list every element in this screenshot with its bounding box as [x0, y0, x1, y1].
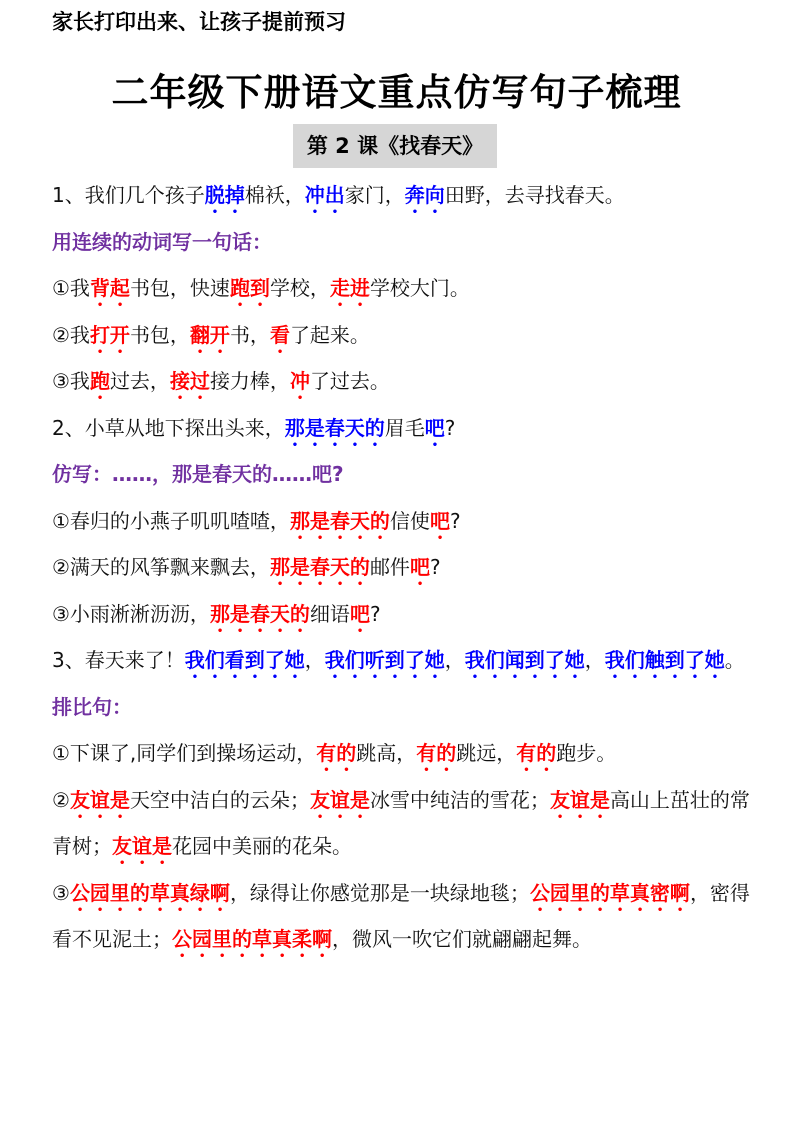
s3-tip: 排比句： — [52, 694, 132, 719]
s1-example-1: ①我背起书包，快速跑到学校，走进学校大门。 — [52, 276, 470, 300]
s2-example-1: ①春归的小燕子叽叽喳喳，那是春天的信使吧? — [52, 508, 461, 533]
s2-tip: 仿写：……，那是春天的……吧? — [52, 462, 344, 486]
s2-example-2: ②满天的风筝飘来飘去，那是春天的邮件吧? — [52, 555, 441, 579]
s1-question: 1、我们几个孩子脱掉棉袄，冲出家门，奔向田野，去寻找春天。 — [52, 183, 625, 207]
s3-example-1: ①下课了,同学们到操场运动，有的跳高，有的跳远，有的跑步。 — [52, 741, 617, 765]
s3-example-3: ③公园里的草真绿啊，绿得让你感觉那是一块绿地毯；公园里的草真密啊，密得看不见泥土；公园里的草真柔啊，微风一吹它们就翩翩起舞。 — [52, 880, 750, 951]
s3-example-2: ②友谊是天空中洁白的云朵；友谊是冰雪中纯洁的雪花；友谊是高山上茁壮的常青树；友谊是花园中美丽的花朵。 — [52, 787, 750, 858]
s2-example-3: ③小雨淅淅沥沥，那是春天的细语吧? — [52, 601, 381, 626]
top-note: 家长打印出来、让孩子提前预习 — [52, 10, 346, 34]
s2-question: 2、小草从地下探出头来，那是春天的眉毛吧? — [52, 415, 456, 440]
s1-example-2: ②我打开书包，翻开书，看了起来。 — [52, 322, 370, 347]
lesson-label: 第 2 课《找春天》 — [293, 124, 497, 168]
s3-question: 3、春天来了！我们看到了她，我们听到了她，我们闻到了她，我们触到了她。 — [52, 648, 745, 672]
s1-example-3: ③我跑过去，接过接力棒，冲了过去。 — [52, 369, 390, 393]
s1-tip: 用连续的动词写一句话： — [52, 229, 272, 254]
content — [52, 172, 752, 963]
page-title: 二年级下册语文重点仿写句子梳理 — [111, 71, 682, 114]
